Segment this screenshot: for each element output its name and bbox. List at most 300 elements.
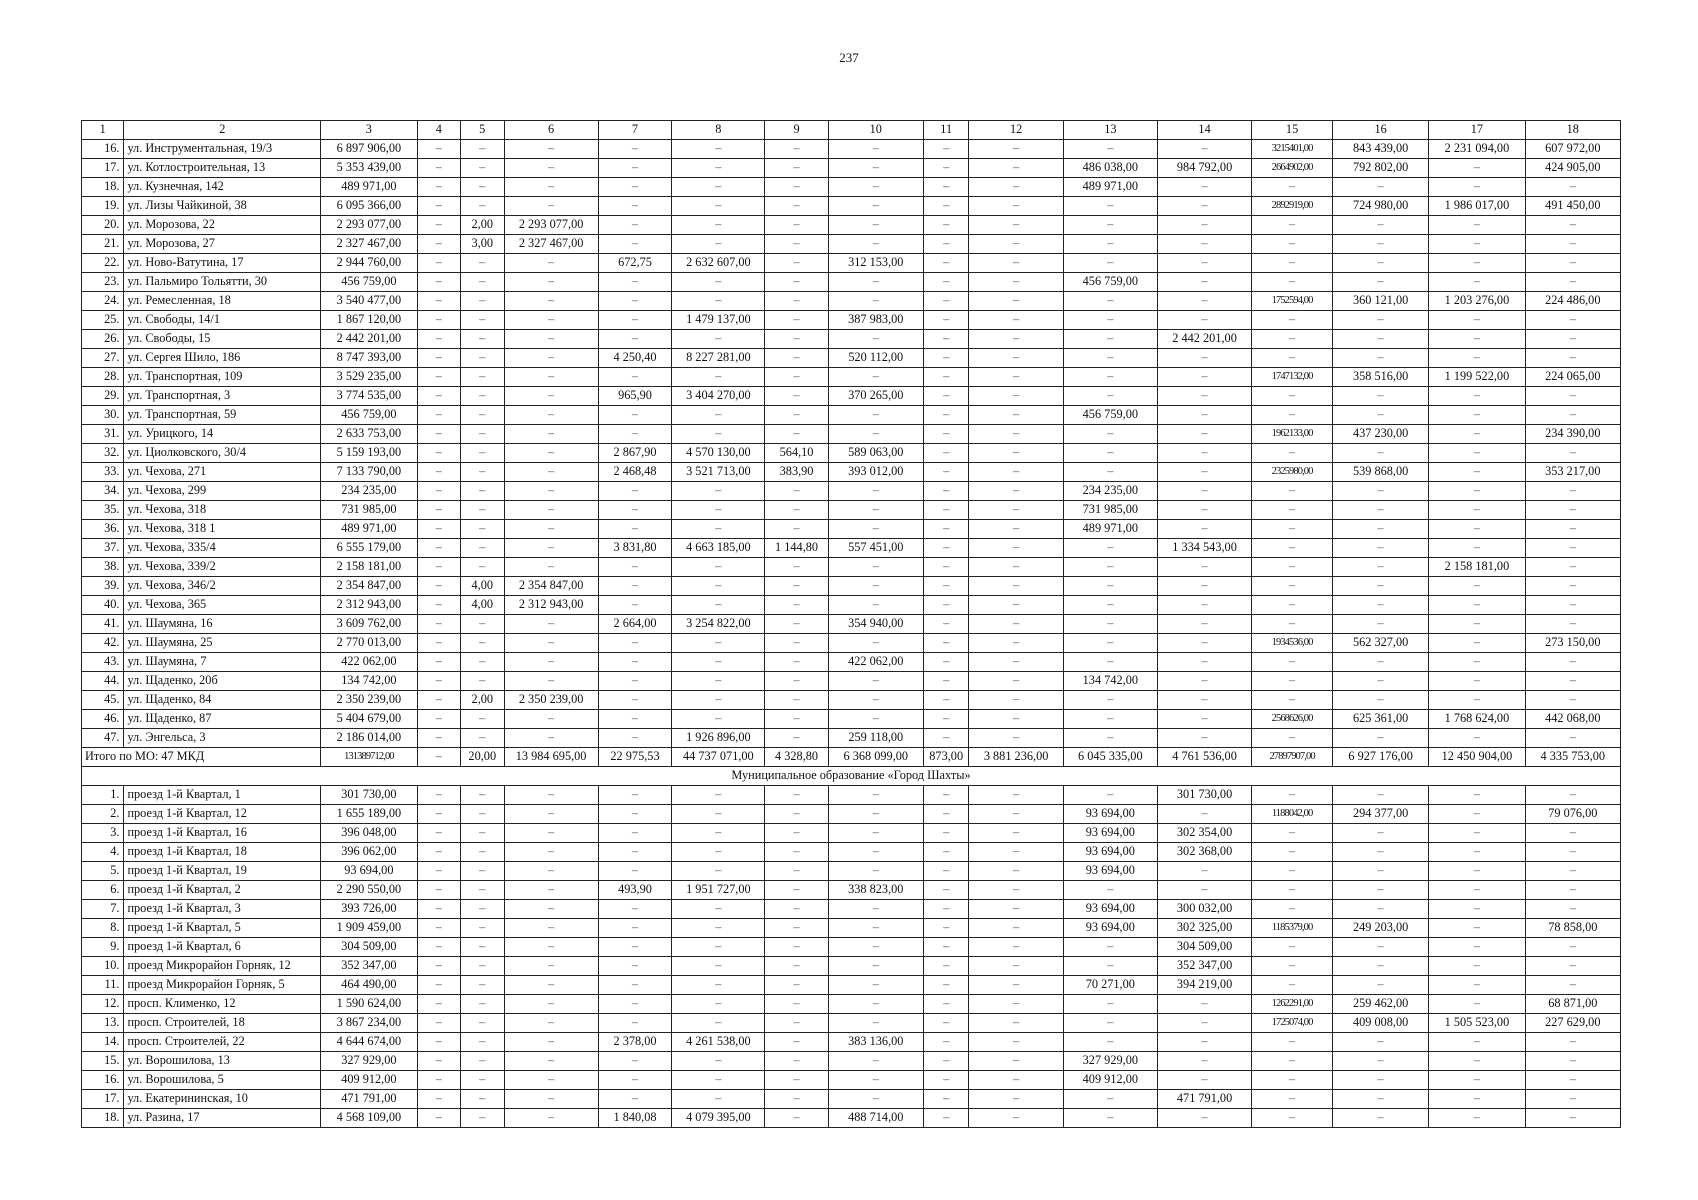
value-cell: –	[828, 805, 923, 824]
value-cell: –	[1525, 881, 1620, 900]
value-cell: 1752594,00	[1252, 292, 1333, 311]
value-cell: –	[923, 330, 969, 349]
value-cell: –	[417, 729, 460, 748]
value-cell: –	[417, 938, 460, 957]
value-cell: –	[672, 824, 765, 843]
value-cell: –	[672, 1014, 765, 1033]
value-cell: –	[1252, 216, 1333, 235]
value-cell: 2 378,00	[598, 1033, 672, 1052]
table-row	[82, 1052, 1621, 1071]
value-cell: –	[598, 558, 672, 577]
value-cell: –	[1063, 710, 1157, 729]
total-value: –	[417, 748, 460, 767]
row-number: 11.	[82, 976, 124, 995]
value-cell: 2 327 467,00	[504, 235, 598, 254]
address-cell: ул. Инструментальная, 19/3	[124, 140, 321, 159]
value-cell: –	[1332, 577, 1428, 596]
value-cell: –	[461, 615, 504, 634]
value-cell: 234 235,00	[321, 482, 417, 501]
value-cell: 1 951 727,00	[672, 881, 765, 900]
value-cell: –	[1252, 1052, 1333, 1071]
address-cell: проезд 1-й Квартал, 16	[124, 824, 321, 843]
value-cell: –	[1063, 330, 1157, 349]
value-cell: –	[1332, 235, 1428, 254]
value-cell: –	[504, 254, 598, 273]
value-cell: –	[969, 1090, 1063, 1109]
value-cell: –	[672, 273, 765, 292]
table-row	[82, 1033, 1621, 1052]
section-title: Муниципальное образование «Город Шахты»	[82, 767, 1621, 786]
table-row	[82, 520, 1621, 539]
value-cell: –	[1525, 444, 1620, 463]
value-cell: 1962133,00	[1252, 425, 1333, 444]
value-cell: 3 774 535,00	[321, 387, 417, 406]
value-cell: 409 912,00	[321, 1071, 417, 1090]
value-cell: 422 062,00	[321, 653, 417, 672]
address-cell: ул. Чехова, 346/2	[124, 577, 321, 596]
value-cell: 227 629,00	[1525, 1014, 1620, 1033]
value-cell: 234 390,00	[1525, 425, 1620, 444]
value-cell: –	[969, 862, 1063, 881]
value-cell: –	[417, 387, 460, 406]
value-cell: –	[1252, 1033, 1333, 1052]
value-cell: –	[672, 330, 765, 349]
value-cell: –	[1429, 729, 1525, 748]
value-cell: –	[765, 254, 828, 273]
value-cell: 1185379,00	[1252, 919, 1333, 938]
value-cell: 2 944 760,00	[321, 254, 417, 273]
value-cell: –	[1525, 273, 1620, 292]
table-row	[82, 292, 1621, 311]
value-cell: –	[828, 1014, 923, 1033]
value-cell: –	[1429, 159, 1525, 178]
row-number: 29.	[82, 387, 124, 406]
table-row	[82, 843, 1621, 862]
value-cell: –	[417, 1033, 460, 1052]
value-cell: –	[1525, 1052, 1620, 1071]
value-cell: –	[765, 330, 828, 349]
address-cell: проезд 1-й Квартал, 6	[124, 938, 321, 957]
column-header: 5	[461, 121, 504, 140]
value-cell: –	[969, 596, 1063, 615]
value-cell: –	[1157, 216, 1251, 235]
value-cell: 2 158 181,00	[321, 558, 417, 577]
value-cell: –	[1429, 653, 1525, 672]
value-cell: –	[765, 824, 828, 843]
value-cell: –	[828, 786, 923, 805]
value-cell: –	[1429, 577, 1525, 596]
value-cell: –	[1429, 596, 1525, 615]
value-cell: –	[504, 197, 598, 216]
value-cell: 93 694,00	[1063, 919, 1157, 938]
value-cell: –	[461, 1052, 504, 1071]
address-cell: ул. Циолковского, 30/4	[124, 444, 321, 463]
value-cell: –	[1252, 349, 1333, 368]
value-cell: –	[969, 311, 1063, 330]
value-cell: –	[598, 159, 672, 178]
value-cell: 1 655 189,00	[321, 805, 417, 824]
value-cell: –	[1429, 976, 1525, 995]
value-cell: –	[1429, 862, 1525, 881]
value-cell: –	[923, 501, 969, 520]
value-cell: –	[1332, 957, 1428, 976]
value-cell: –	[1252, 691, 1333, 710]
value-cell: –	[461, 710, 504, 729]
value-cell: –	[1525, 387, 1620, 406]
report-table	[81, 120, 1621, 1128]
value-cell: –	[1252, 862, 1333, 881]
value-cell: –	[923, 159, 969, 178]
value-cell: –	[969, 900, 1063, 919]
value-cell: –	[1157, 1109, 1251, 1128]
total-value: 6 045 335,00	[1063, 748, 1157, 767]
value-cell: –	[672, 900, 765, 919]
value-cell: 1 909 459,00	[321, 919, 417, 938]
column-header: 3	[321, 121, 417, 140]
value-cell: –	[504, 824, 598, 843]
address-cell: проезд 1-й Квартал, 2	[124, 881, 321, 900]
address-cell: ул. Котлостроительная, 13	[124, 159, 321, 178]
value-cell: –	[598, 1090, 672, 1109]
value-cell: –	[1332, 501, 1428, 520]
value-cell: –	[504, 957, 598, 976]
row-number: 10.	[82, 957, 124, 976]
value-cell: –	[461, 653, 504, 672]
value-cell: –	[765, 1052, 828, 1071]
value-cell: 493,90	[598, 881, 672, 900]
address-cell: ул. Транспортная, 59	[124, 406, 321, 425]
value-cell: 259 462,00	[1332, 995, 1428, 1014]
address-cell: ул. Транспортная, 109	[124, 368, 321, 387]
value-cell: –	[828, 919, 923, 938]
address-cell: проезд 1-й Квартал, 3	[124, 900, 321, 919]
table-row	[82, 1109, 1621, 1128]
value-cell: –	[1429, 482, 1525, 501]
value-cell: –	[672, 691, 765, 710]
value-cell: –	[417, 235, 460, 254]
value-cell: –	[923, 425, 969, 444]
value-cell: 409 008,00	[1332, 1014, 1428, 1033]
value-cell: –	[598, 919, 672, 938]
value-cell: –	[923, 653, 969, 672]
address-cell: ул. Екатерининская, 10	[124, 1090, 321, 1109]
value-cell: –	[1429, 311, 1525, 330]
value-cell: –	[672, 976, 765, 995]
value-cell: –	[672, 482, 765, 501]
value-cell: –	[461, 539, 504, 558]
value-cell: –	[828, 159, 923, 178]
value-cell: –	[461, 1109, 504, 1128]
value-cell: –	[504, 1109, 598, 1128]
value-cell: –	[1429, 843, 1525, 862]
value-cell: –	[417, 995, 460, 1014]
value-cell: 352 347,00	[1157, 957, 1251, 976]
value-cell: –	[828, 330, 923, 349]
value-cell: 1747132,00	[1252, 368, 1333, 387]
value-cell: –	[1157, 235, 1251, 254]
value-cell: –	[598, 520, 672, 539]
value-cell: 352 347,00	[321, 957, 417, 976]
value-cell: –	[1252, 406, 1333, 425]
value-cell: –	[417, 1071, 460, 1090]
table-row	[82, 387, 1621, 406]
value-cell: –	[417, 216, 460, 235]
row-number: 18.	[82, 178, 124, 197]
value-cell: 2 350 239,00	[504, 691, 598, 710]
value-cell: –	[1429, 995, 1525, 1014]
value-cell: –	[923, 672, 969, 691]
value-cell: –	[1157, 444, 1251, 463]
value-cell: –	[1429, 425, 1525, 444]
value-cell: 1725074,00	[1252, 1014, 1333, 1033]
value-cell: –	[417, 957, 460, 976]
column-header: 18	[1525, 121, 1620, 140]
table-row	[82, 995, 1621, 1014]
value-cell: 3 521 713,00	[672, 463, 765, 482]
value-cell: –	[1063, 596, 1157, 615]
value-cell: 2 350 239,00	[321, 691, 417, 710]
value-cell: –	[417, 1109, 460, 1128]
value-cell: 1934536,00	[1252, 634, 1333, 653]
value-cell: –	[1157, 995, 1251, 1014]
value-cell: –	[765, 292, 828, 311]
value-cell: –	[461, 140, 504, 159]
value-cell: –	[504, 1033, 598, 1052]
column-header-row	[82, 121, 1621, 140]
value-cell: 353 217,00	[1525, 463, 1620, 482]
row-number: 40.	[82, 596, 124, 615]
value-cell: –	[1063, 634, 1157, 653]
value-cell: –	[969, 1071, 1063, 1090]
value-cell: –	[1525, 254, 1620, 273]
value-cell: –	[1525, 729, 1620, 748]
value-cell: 3 540 477,00	[321, 292, 417, 311]
value-cell: 471 791,00	[1157, 1090, 1251, 1109]
value-cell: 383 136,00	[828, 1033, 923, 1052]
value-cell: –	[598, 273, 672, 292]
row-number: 34.	[82, 482, 124, 501]
value-cell: –	[461, 197, 504, 216]
value-cell: –	[1157, 558, 1251, 577]
value-cell: –	[672, 178, 765, 197]
value-cell: –	[765, 634, 828, 653]
table-row	[82, 140, 1621, 159]
value-cell: –	[417, 786, 460, 805]
value-cell: –	[765, 862, 828, 881]
total-row	[82, 748, 1621, 767]
value-cell: –	[1525, 216, 1620, 235]
address-cell: ул. Чехова, 365	[124, 596, 321, 615]
value-cell: –	[417, 1052, 460, 1071]
value-cell: –	[504, 406, 598, 425]
value-cell: –	[828, 216, 923, 235]
value-cell: –	[672, 292, 765, 311]
table-row	[82, 482, 1621, 501]
value-cell: –	[923, 140, 969, 159]
value-cell: –	[461, 843, 504, 862]
value-cell: 93 694,00	[1063, 862, 1157, 881]
value-cell: –	[828, 235, 923, 254]
total-value: 44 737 071,00	[672, 748, 765, 767]
value-cell: –	[672, 216, 765, 235]
value-cell: –	[461, 805, 504, 824]
value-cell: –	[1525, 1109, 1620, 1128]
value-cell: –	[598, 311, 672, 330]
value-cell: –	[461, 178, 504, 197]
address-cell: ул. Энгельса, 3	[124, 729, 321, 748]
value-cell: –	[1063, 235, 1157, 254]
row-number: 20.	[82, 216, 124, 235]
address-cell: ул. Щаденко, 84	[124, 691, 321, 710]
value-cell: –	[1332, 653, 1428, 672]
column-header: 17	[1429, 121, 1525, 140]
value-cell: –	[1157, 1052, 1251, 1071]
table-row	[82, 653, 1621, 672]
value-cell: –	[461, 425, 504, 444]
value-cell: –	[1429, 672, 1525, 691]
value-cell: –	[461, 463, 504, 482]
value-cell: –	[504, 368, 598, 387]
value-cell: –	[923, 444, 969, 463]
value-cell: –	[828, 558, 923, 577]
value-cell: –	[765, 1071, 828, 1090]
value-cell: –	[1063, 1090, 1157, 1109]
value-cell: –	[504, 805, 598, 824]
value-cell: –	[1063, 387, 1157, 406]
value-cell: –	[765, 197, 828, 216]
value-cell: –	[672, 653, 765, 672]
value-cell: –	[672, 1090, 765, 1109]
value-cell: –	[1252, 178, 1333, 197]
row-number: 39.	[82, 577, 124, 596]
value-cell: –	[461, 672, 504, 691]
value-cell: –	[969, 235, 1063, 254]
value-cell: –	[1525, 406, 1620, 425]
value-cell: 2 442 201,00	[321, 330, 417, 349]
value-cell: –	[1157, 425, 1251, 444]
value-cell: 471 791,00	[321, 1090, 417, 1109]
value-cell: –	[598, 957, 672, 976]
value-cell: –	[504, 1052, 598, 1071]
value-cell: –	[923, 197, 969, 216]
value-cell: –	[828, 596, 923, 615]
value-cell: –	[504, 558, 598, 577]
value-cell: 607 972,00	[1525, 140, 1620, 159]
value-cell: 488 714,00	[828, 1109, 923, 1128]
value-cell: –	[504, 843, 598, 862]
table-row	[82, 311, 1621, 330]
value-cell: 1 505 523,00	[1429, 1014, 1525, 1033]
value-cell: –	[1332, 729, 1428, 748]
value-cell: –	[1063, 368, 1157, 387]
value-cell: –	[1157, 1014, 1251, 1033]
value-cell: 2 158 181,00	[1429, 558, 1525, 577]
value-cell: –	[1252, 1071, 1333, 1090]
row-number: 12.	[82, 995, 124, 1014]
value-cell: –	[1429, 216, 1525, 235]
value-cell: –	[1332, 938, 1428, 957]
value-cell: –	[1157, 1033, 1251, 1052]
row-number: 46.	[82, 710, 124, 729]
value-cell: –	[969, 520, 1063, 539]
value-cell: –	[1252, 387, 1333, 406]
value-cell: –	[969, 710, 1063, 729]
value-cell: –	[969, 558, 1063, 577]
value-cell: –	[1525, 178, 1620, 197]
value-cell: –	[417, 805, 460, 824]
value-cell: –	[1332, 520, 1428, 539]
value-cell: 489 971,00	[321, 178, 417, 197]
value-cell: –	[1332, 1052, 1428, 1071]
column-header: 8	[672, 121, 765, 140]
table-row	[82, 634, 1621, 653]
value-cell: –	[417, 482, 460, 501]
value-cell: –	[598, 938, 672, 957]
value-cell: –	[969, 1109, 1063, 1128]
value-cell: –	[1252, 558, 1333, 577]
value-cell: –	[1429, 900, 1525, 919]
value-cell: –	[1157, 463, 1251, 482]
value-cell: 589 063,00	[828, 444, 923, 463]
value-cell: –	[461, 387, 504, 406]
value-cell: –	[969, 919, 1063, 938]
value-cell: –	[828, 140, 923, 159]
address-cell: проезд 1-й Квартал, 5	[124, 919, 321, 938]
value-cell: 731 985,00	[321, 501, 417, 520]
row-number: 42.	[82, 634, 124, 653]
value-cell: –	[1063, 1109, 1157, 1128]
value-cell: –	[504, 634, 598, 653]
value-cell: 93 694,00	[1063, 805, 1157, 824]
value-cell: 4 079 395,00	[672, 1109, 765, 1128]
value-cell: –	[828, 197, 923, 216]
value-cell: –	[765, 520, 828, 539]
value-cell: –	[765, 558, 828, 577]
value-cell: –	[923, 368, 969, 387]
column-header: 6	[504, 121, 598, 140]
column-header: 4	[417, 121, 460, 140]
value-cell: –	[1157, 368, 1251, 387]
value-cell: –	[672, 843, 765, 862]
value-cell: –	[1157, 273, 1251, 292]
value-cell: –	[1063, 311, 1157, 330]
value-cell: –	[765, 1090, 828, 1109]
value-cell: –	[672, 1052, 765, 1071]
total-value: 12 450 904,00	[1429, 748, 1525, 767]
value-cell: 394 219,00	[1157, 976, 1251, 995]
table-row	[82, 501, 1621, 520]
value-cell: –	[969, 653, 1063, 672]
value-cell: –	[504, 919, 598, 938]
value-cell: –	[1332, 786, 1428, 805]
value-cell: 1 199 522,00	[1429, 368, 1525, 387]
value-cell: –	[598, 691, 672, 710]
value-cell: –	[504, 273, 598, 292]
value-cell: –	[672, 596, 765, 615]
value-cell: –	[969, 1014, 1063, 1033]
value-cell: –	[672, 520, 765, 539]
row-number: 6.	[82, 881, 124, 900]
value-cell: –	[1252, 235, 1333, 254]
total-value: 3 881 236,00	[969, 748, 1063, 767]
value-cell: –	[1332, 387, 1428, 406]
value-cell: –	[828, 691, 923, 710]
value-cell: –	[1252, 273, 1333, 292]
value-cell: –	[1252, 881, 1333, 900]
row-number: 27.	[82, 349, 124, 368]
address-cell: ул. Чехова, 335/4	[124, 539, 321, 558]
value-cell: –	[969, 729, 1063, 748]
